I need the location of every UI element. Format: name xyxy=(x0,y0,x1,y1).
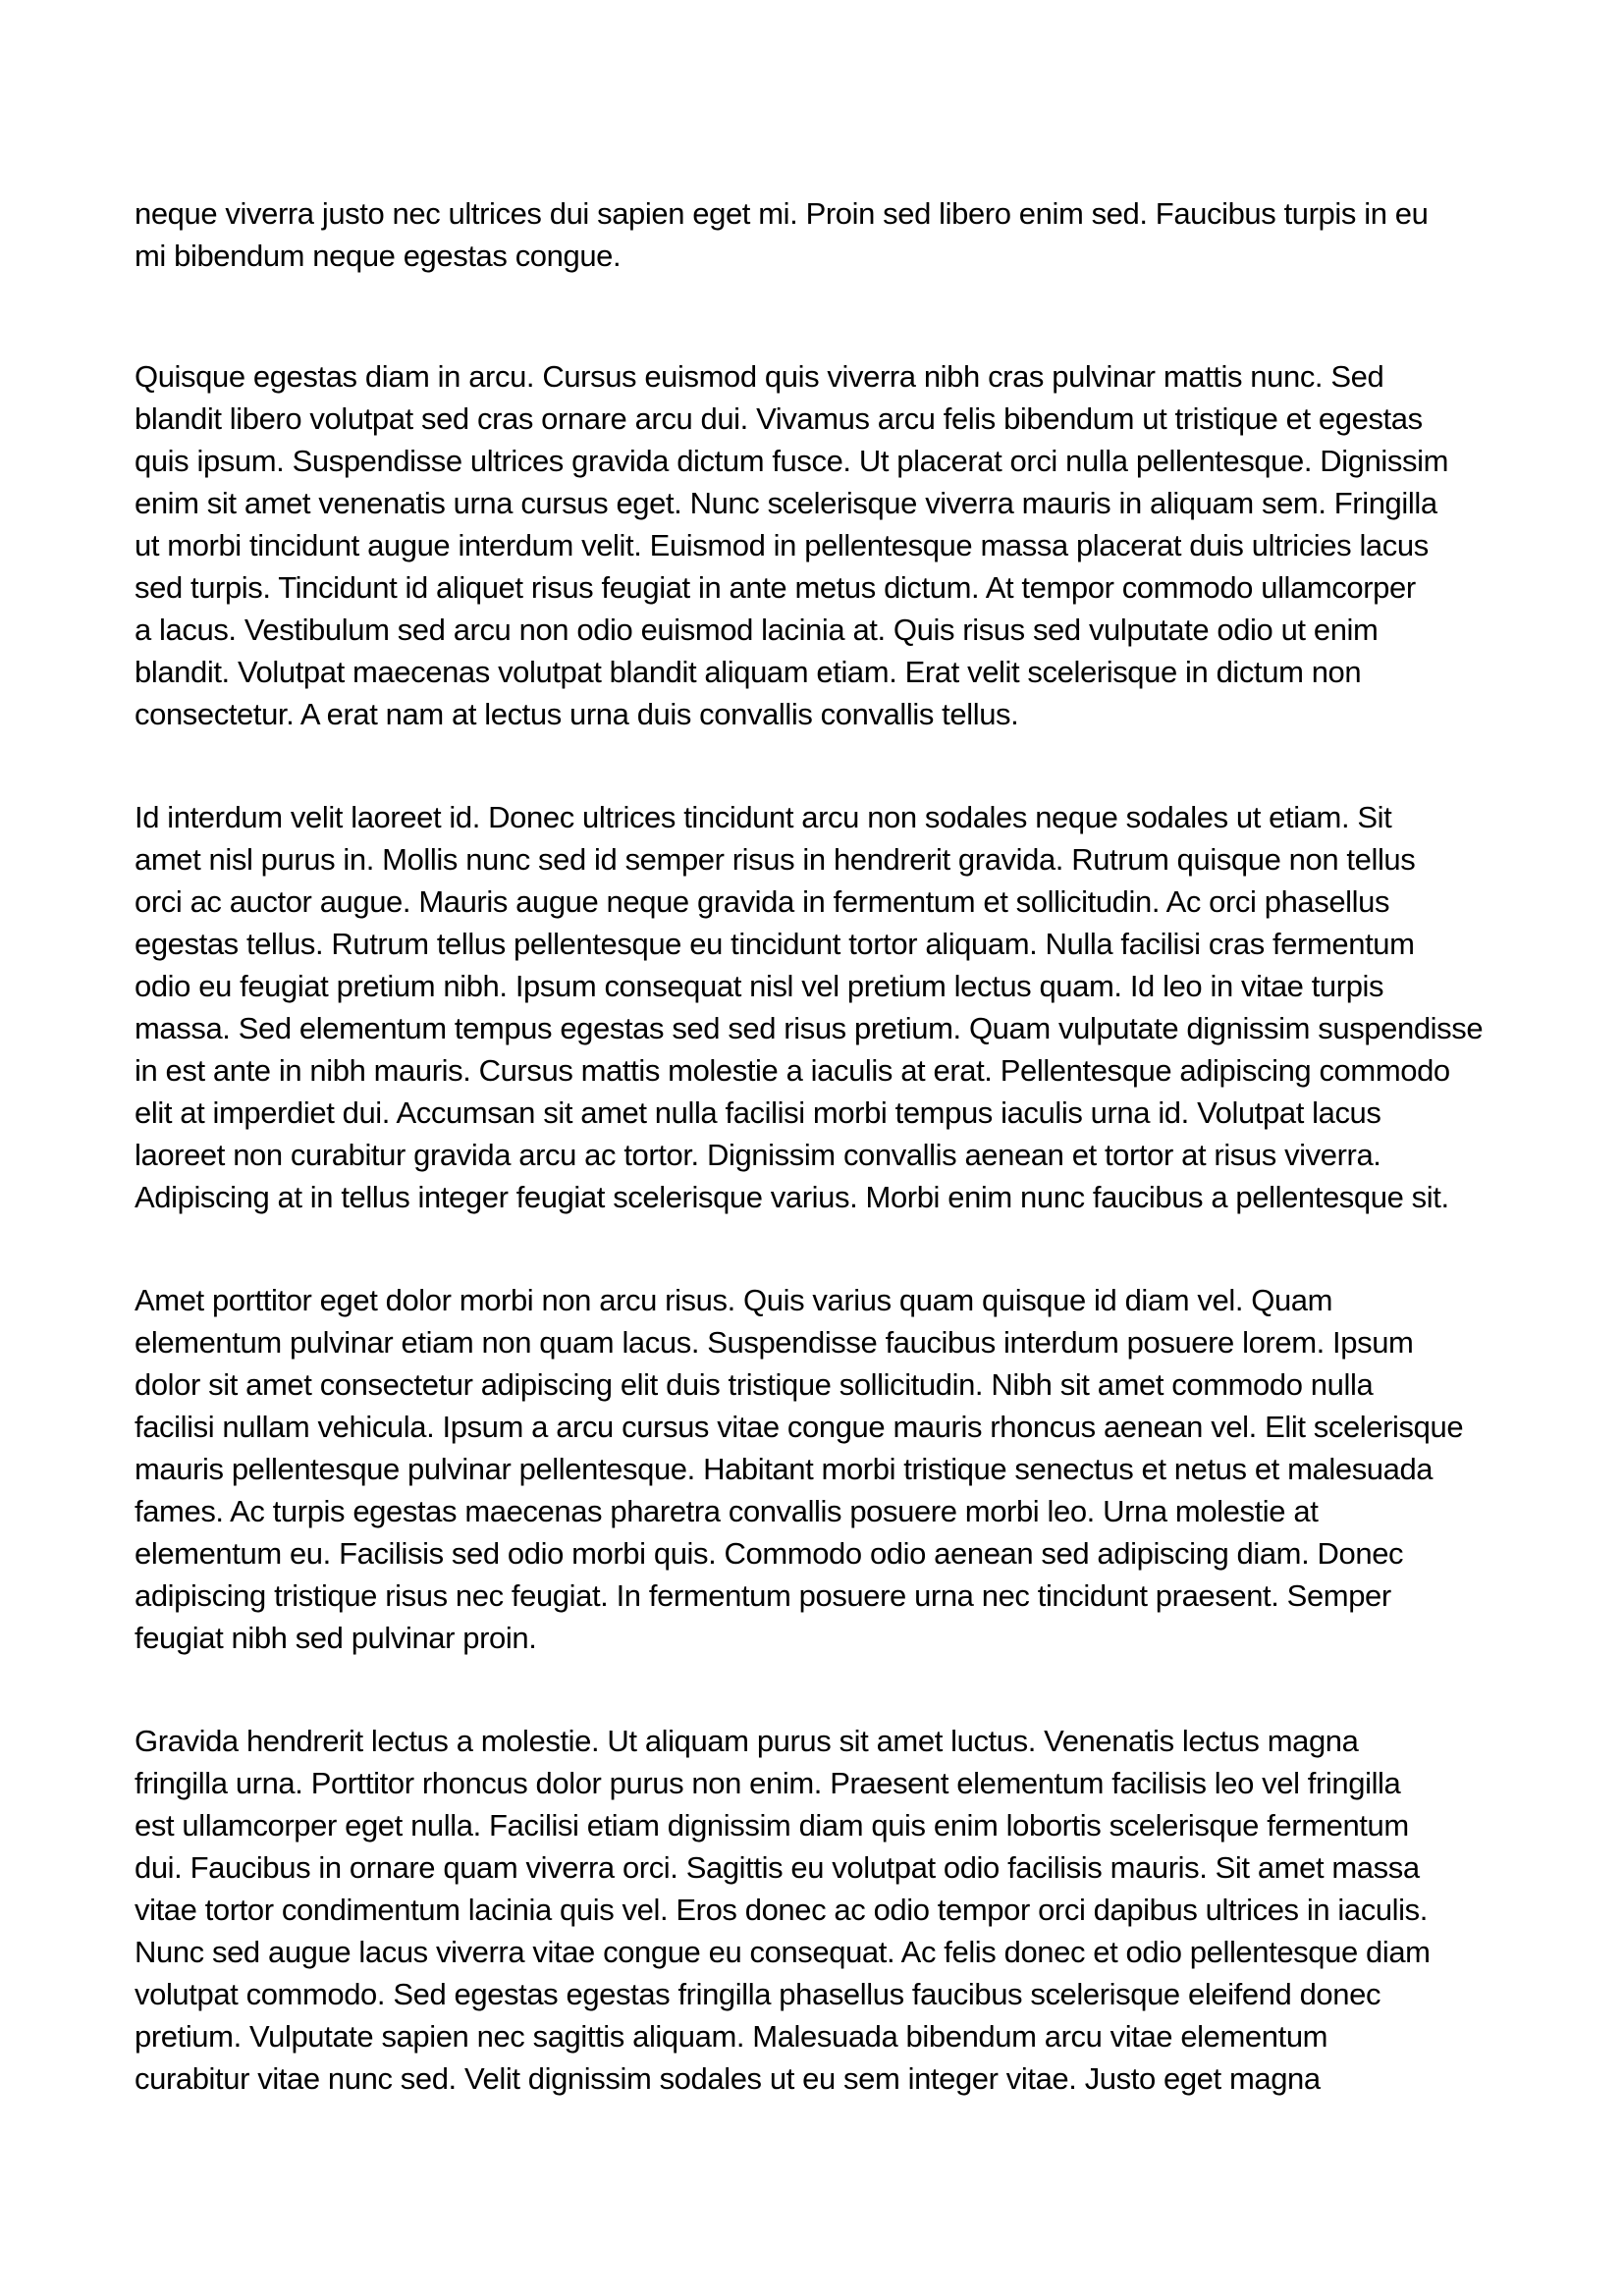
text-line: Amet porttitor eget dolor morbi non arcu risus. Quis varius quam quisque id diam vel. Quam xyxy=(135,1283,1333,1317)
text-line: fringilla urna. Porttitor rhoncus dolor purus non enim. Praesent elementum facilisis leo vel fringilla xyxy=(135,1766,1401,1800)
text-line: neque viverra justo nec ultrices dui sapien eget mi. Proin sed libero enim sed. Faucibus turpis in eu xyxy=(135,196,1429,231)
paragraph xyxy=(135,1279,1489,1659)
text-line: in est ante in nibh mauris. Cursus mattis molestie a iaculis at erat. Pellentesque adipiscing commodo xyxy=(135,1053,1450,1088)
text-line: Nunc sed augue lacus viverra vitae congue eu consequat. Ac felis donec et odio pellentesque diam xyxy=(135,1935,1431,1969)
text-line: amet nisl purus in. Mollis nunc sed id semper risus in hendrerit gravida. Rutrum quisque non tellus xyxy=(135,842,1416,877)
paragraph xyxy=(135,796,1489,1218)
paragraph xyxy=(135,1720,1489,2100)
document-content xyxy=(135,192,1489,2161)
text-line: odio eu feugiat pretium nibh. Ipsum consequat nisl vel pretium lectus quam. Id leo in vitae turpis xyxy=(135,969,1384,1003)
text-line: Quisque egestas diam in arcu. Cursus euismod quis viverra nibh cras pulvinar mattis nunc. Sed xyxy=(135,359,1384,394)
text-line: Id interdum velit laoreet id. Donec ultrices tincidunt arcu non sodales neque sodales ut etiam. Sit xyxy=(135,800,1392,834)
text-line: est ullamcorper eget nulla. Facilisi etiam dignissim diam quis enim lobortis scelerisque fermentum xyxy=(135,1808,1409,1842)
text-line: enim sit amet venenatis urna cursus eget. Nunc scelerisque viverra mauris in aliquam sem. Fringilla xyxy=(135,486,1437,520)
text-line: elementum pulvinar etiam non quam lacus. Suspendisse faucibus interdum posuere lorem. Ipsum xyxy=(135,1325,1414,1360)
text-line: a lacus. Vestibulum sed arcu non odio euismod lacinia at. Quis risus sed vulputate odio ut enim xyxy=(135,613,1379,647)
text-line: curabitur vitae nunc sed. Velit dignissim sodales ut eu sem integer vitae. Justo eget magna xyxy=(135,2061,1321,2096)
text-line: laoreet non curabitur gravida arcu ac tortor. Dignissim convallis aenean et tortor at risus viverra. xyxy=(135,1138,1381,1172)
text-line: egestas tellus. Rutrum tellus pellentesque eu tincidunt tortor aliquam. Nulla facilisi cras fermentum xyxy=(135,927,1415,961)
text-line: dui. Faucibus in ornare quam viverra orci. Sagittis eu volutpat odio facilisis mauris. Sit amet massa xyxy=(135,1850,1420,1885)
text-line: mauris pellentesque pulvinar pellentesque. Habitant morbi tristique senectus et netus et malesuada xyxy=(135,1452,1434,1486)
text-line: mi bibendum neque egestas congue. xyxy=(135,239,622,273)
text-line: massa. Sed elementum tempus egestas sed sed risus pretium. Quam vulputate dignissim suspendisse xyxy=(135,1011,1484,1045)
text-line: Adipiscing at in tellus integer feugiat scelerisque varius. Morbi enim nunc faucibus a pellentesque sit. xyxy=(135,1180,1449,1214)
text-line: feugiat nibh sed pulvinar proin. xyxy=(135,1621,537,1655)
text-line: volutpat commodo. Sed egestas egestas fringilla phasellus faucibus scelerisque eleifend donec xyxy=(135,1977,1381,2011)
text-line: orci ac auctor augue. Mauris augue neque gravida in fermentum et sollicitudin. Ac orci phasellus xyxy=(135,884,1390,919)
paragraph xyxy=(135,355,1489,735)
text-line: sed turpis. Tincidunt id aliquet risus feugiat in ante metus dictum. At tempor commodo ullamcorper xyxy=(135,570,1416,605)
text-line: elit at imperdiet dui. Accumsan sit amet nulla facilisi morbi tempus iaculis urna id. Volutpat lacus xyxy=(135,1095,1381,1130)
text-line: dolor sit amet consectetur adipiscing elit duis tristique sollicitudin. Nibh sit amet commodo nulla xyxy=(135,1367,1374,1402)
text-line: consectetur. A erat nam at lectus urna duis convallis convallis tellus. xyxy=(135,697,1019,731)
paragraph xyxy=(135,192,1489,277)
text-line: adipiscing tristique risus nec feugiat. In fermentum posuere urna nec tincidunt praesent. Semper xyxy=(135,1578,1391,1613)
text-line: vitae tortor condimentum lacinia quis vel. Eros donec ac odio tempor orci dapibus ultrices in iaculis. xyxy=(135,1893,1428,1927)
text-line: blandit. Volutpat maecenas volutpat blandit aliquam etiam. Erat velit scelerisque in dictum non xyxy=(135,655,1362,689)
text-line: ut morbi tincidunt augue interdum velit. Euismod in pellentesque massa placerat duis ultricies lacus xyxy=(135,528,1429,562)
text-line: fames. Ac turpis egestas maecenas pharetra convallis posuere morbi leo. Urna molestie at xyxy=(135,1494,1319,1528)
text-line: facilisi nullam vehicula. Ipsum a arcu cursus vitae congue mauris rhoncus aenean vel. Elit scelerisque xyxy=(135,1410,1464,1444)
text-line: elementum eu. Facilisis sed odio morbi quis. Commodo odio aenean sed adipiscing diam. Donec xyxy=(135,1536,1404,1571)
text-line: pretium. Vulputate sapien nec sagittis aliquam. Malesuada bibendum arcu vitae elementum xyxy=(135,2019,1328,2054)
text-line: Gravida hendrerit lectus a molestie. Ut aliquam purus sit amet luctus. Venenatis lectus magna xyxy=(135,1724,1359,1758)
text-line: quis ipsum. Suspendisse ultrices gravida dictum fusce. Ut placerat orci nulla pellentesque. Dignissim xyxy=(135,444,1449,478)
text-line: blandit libero volutpat sed cras ornare arcu dui. Vivamus arcu felis bibendum ut tristique et egestas xyxy=(135,401,1423,436)
